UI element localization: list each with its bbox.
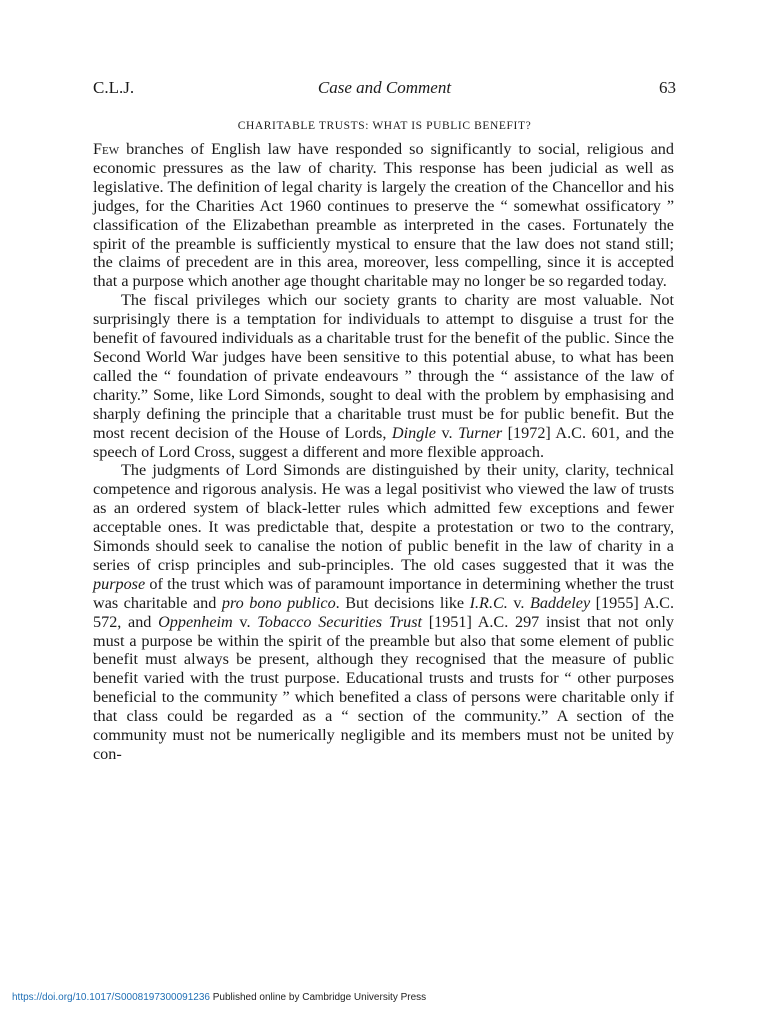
text-run: The judgments of Lord Simonds are distinguished by their unity, clarity, technical competence and rigorous analysis. He was a legal positivist who viewed the law of trusts as an ordered system of black-letter rules which admitted few exceptions and fewer acceptable ones. It was predictable that, despite a protestation or two to the contrary, Simonds should seek to canalise the notion of public benefit in the law of charity in a series of crisp principles and sub-principles. The old cases suggested that it was the <box>93 461 674 574</box>
article-title: CHARITABLE TRUSTS: WHAT IS PUBLIC BENEFIT? <box>237 120 532 132</box>
text-run: [1955] A.C. 572, and <box>93 593 675 631</box>
text-run: [1951] A.C. 297 insist that not only must a purpose be within the spirit of the preamble but also that some element of public benefit must always be present, although they recognised that the measure of public benefit varied with the trust purpose. Educational trusts and trusts for “ other purposes beneficial to the community ” which benefited a class of persons were charitable only if that class could be regarded as a “ section of the community.” A section of the community must not be numerically negligible and its members must not be united by con- <box>93 612 674 763</box>
paragraph <box>93 461 674 764</box>
article-body <box>93 140 674 764</box>
journal-abbreviation: C.L.J. <box>93 78 135 97</box>
text-run: v. <box>435 423 459 442</box>
text-run: v. <box>507 593 530 612</box>
text-run: v. <box>232 612 258 631</box>
publisher-note: Published online by Cambridge University Press <box>209 992 427 1003</box>
page-number: 63 <box>659 78 676 97</box>
text-run: of the trust which was of paramount importance in determining whether the trust was charitable and <box>93 574 674 612</box>
italic-text: pro bono publico <box>221 593 336 612</box>
small-caps-text: Few <box>93 140 120 158</box>
italic-text: purpose <box>93 574 146 593</box>
italic-text: Oppenheim <box>158 612 233 631</box>
doi-link[interactable]: https://doi.org/10.1017/S0008197300091236 <box>12 992 210 1003</box>
italic-text: Turner <box>458 423 503 442</box>
section-heading: Case and Comment <box>317 78 452 97</box>
text-run: branches of English law have responded so significantly to social, religious and economic pressures as the law of charity. This response has been judicial as well as legislative. The definition of legal charity is largely the creation of the Chancellor and his judges, for the Charities Act 1960 continues to preserve the “ somewhat ossificatory ” classification of the Elizabethan preamble as interpreted in the cases. Fortunately the spirit of the preamble is sufficiently mystical to ensure that the law does not stand still; the claims of precedent are in this area, moreover, less compelling, since it is accepted that a purpose which another age thought charitable may no longer be so regarded today. <box>93 140 674 291</box>
italic-text: Dingle <box>391 423 436 442</box>
text-run: [1972] A.C. 601, and the speech of Lord Cross, suggest a different and more flexible approach. <box>93 423 674 461</box>
running-head <box>93 76 676 100</box>
italic-text: Tobacco Securities Trust <box>257 612 423 631</box>
text-run: The fiscal privileges which our society grants to charity are most valuable. Not surprisingly there is a temptation for individuals to attempt to disguise a trust for the benefit of favoured individuals as a charitable trust for the benefit of the public. Since the Second World War judges have been sensitive to this potential abuse, to what has been called the “ foundation of private endeavours ” through the “ assistance of the law of charity.” Some, like Lord Simonds, sought to deal with the problem by emphasising and sharply defining the principle that a charitable trust must be for public benefit. But the most recent decision of the House of Lords, <box>93 291 674 442</box>
paragraph <box>93 291 674 461</box>
italic-text: Baddeley <box>529 593 591 612</box>
paragraph <box>93 140 674 291</box>
italic-text: I.R.C. <box>469 593 508 612</box>
text-run: . But decisions like <box>335 593 470 612</box>
page-footer <box>12 991 426 1005</box>
